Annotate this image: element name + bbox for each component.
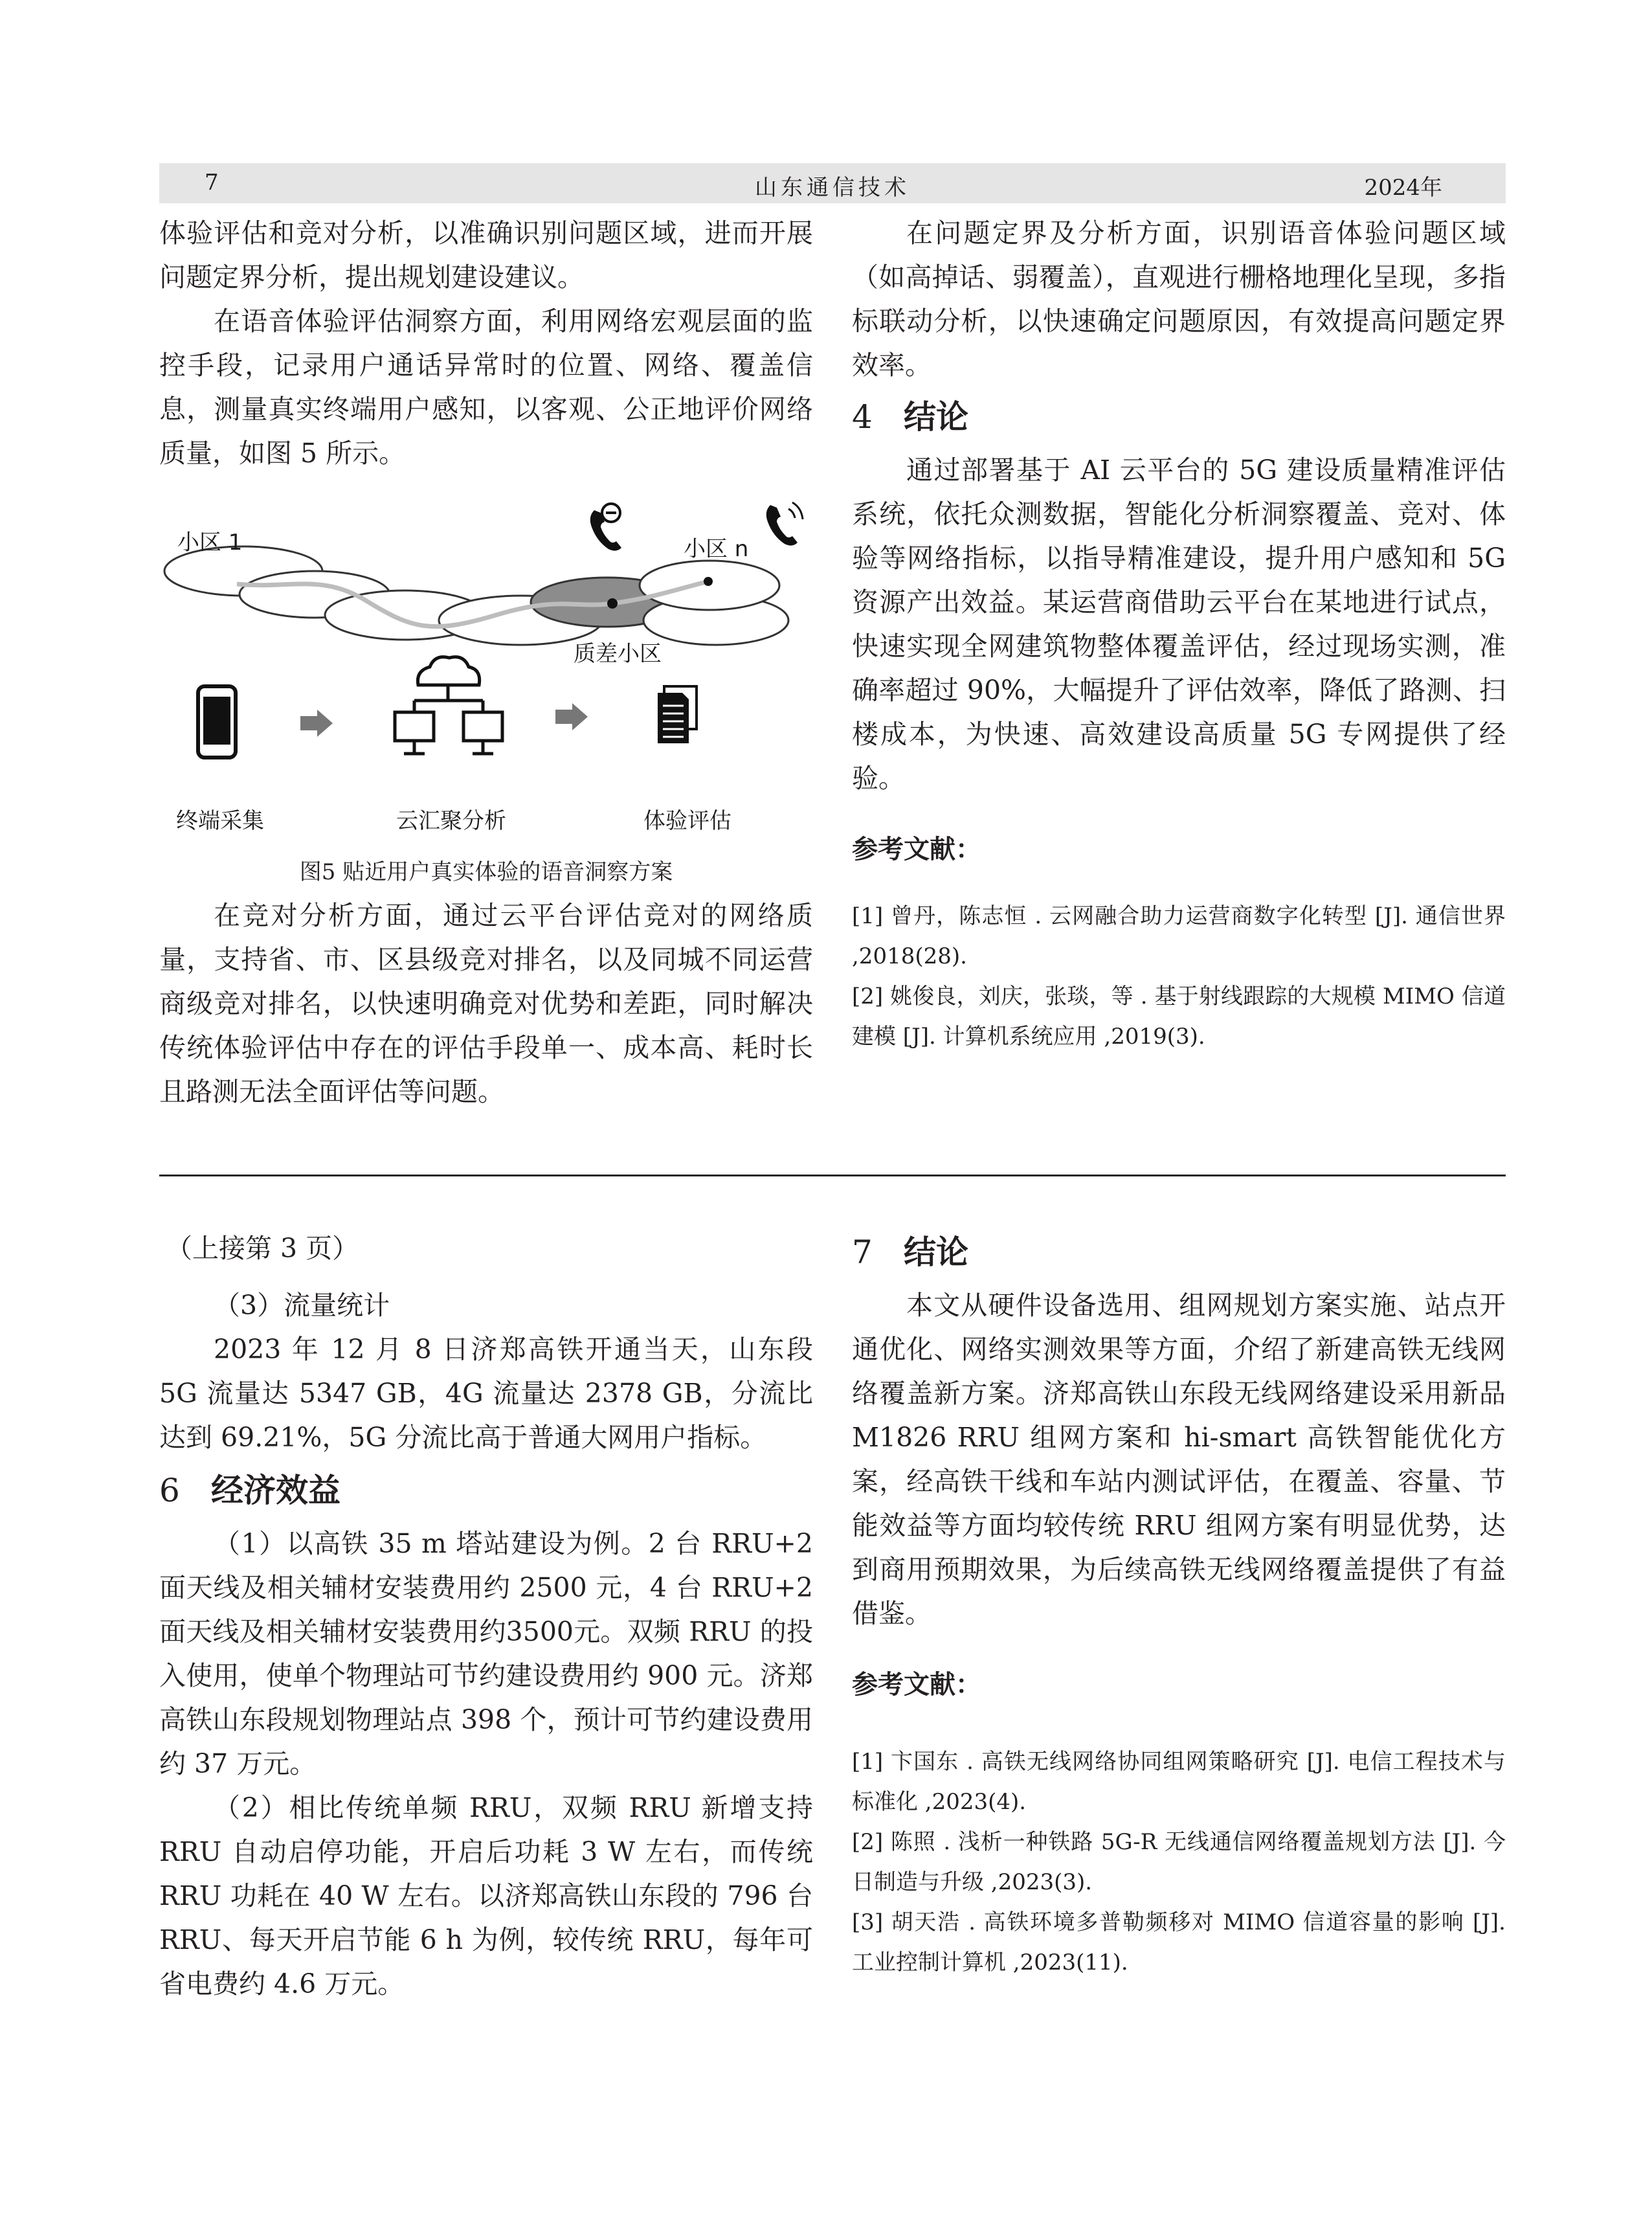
section-heading-6 — [159, 1465, 813, 1516]
paragraph: 本文从硬件设备选用、组网规划方案实施、站点开通优化、网络实测效果等方面，介绍了新建高铁无线网络覆盖新方案。济郑高铁山东段无线网络建设采用新品 M1826 RRU 组网方案和 hi-smart 高铁智能优化方案，经高铁干线和车站内测试评估，在覆盖、容量、节能效益等方面均较传统 RRU 组网方案有明显优势，达到商用预期效果，为后续高铁无线网络覆盖提供了有益借鉴。 — [852, 1290, 1506, 1629]
bad-cell-label: 质差小区 — [574, 641, 662, 667]
step-cloud-analysis: 云汇聚分析 — [396, 808, 506, 834]
journal-name: 山东通信技术 — [755, 175, 910, 201]
paragraph: 在竞对分析方面，通过云平台评估竞对的网络质量，支持省、市、区县级竞对排名，以及同城不同运营商级竞对排名，以快速明确竞对优势和差距，同时解决传统体验评估中存在的评估手段单一、成本高、耗时长且路测无法全面评估等问题。 — [159, 900, 813, 1107]
smartphone-icon — [198, 686, 236, 758]
section-number: 6 — [159, 1472, 180, 1509]
section-title: 结论 — [904, 1233, 968, 1271]
paragraph: （2）相比传统单频 RRU，双频 RRU 新增支持 RRU 自动启停功能，开启后功耗 3 W 左右，而传统 RRU 功耗在 40 W 左右。以济郑高铁山东段的 796 台 RRU、每天开启节能 6 h 为例，较传统 RRU，每年可省电费约 4.6 万元。 — [159, 1792, 813, 1999]
section-heading-4 — [852, 391, 1506, 443]
figure-voice-insight — [159, 499, 813, 861]
paragraph: 通过部署基于 AI 云平台的 5G 建设质量精准评估系统，依托众测数据，智能化分析洞察覆盖、竞对、体验等网络指标，以指导精准建设，提升用户感知和 5G 资源产出效益。某运营商借助云平台在某地进行试点，快速实现全网建筑物整体覆盖评估，经过现场实测，准确率超过 90%，大幅提升了评估效率，降低了路测、扫楼成本，为快速、高效建设高质量 5G 专网提供了经验。 — [852, 455, 1506, 794]
step-terminal-collection: 终端采集 — [176, 808, 264, 834]
cell-1-label: 小区 1 — [177, 530, 243, 556]
references-list — [852, 896, 1506, 1057]
phone-call-icon — [766, 502, 803, 546]
arrow-right-icon — [555, 703, 588, 730]
section-heading-7 — [852, 1226, 1506, 1278]
references-title: 参考文献： — [852, 1670, 981, 1700]
paragraph: （1）以高铁 35 m 塔站建设为例。2 台 RRU+2 面天线及相关辅材安装费用约 2500 元，4 台 RRU+2 面天线及相关辅材安装费用约3500元。双频 RRU 的投入使用，使单个物理站可节约建设费用约 900 元。济郑高铁山东段规划物理站点 398 个，预计可节约建设费用约 37 万元。 — [159, 1528, 813, 1779]
upper-left-after-figure — [159, 894, 813, 1114]
call-drop-icon — [590, 504, 621, 551]
issue-year: 2024年 — [1364, 175, 1442, 201]
upper-left-column — [159, 211, 813, 475]
references-title: 参考文献： — [852, 835, 981, 864]
continued-note: （上接第 3 页） — [166, 1233, 359, 1264]
section-number: 4 — [852, 398, 873, 436]
reference-item: [2] 陈照 . 浅析一种铁路 5G-R 无线通信网络覆盖规划方法 [J]. 今日制造与升级 ,2023(3). — [852, 1829, 1506, 1895]
cell-n-label: 小区 n — [684, 536, 749, 562]
arrow-right-icon — [300, 710, 333, 737]
paragraph: 在问题定界及分析方面，识别语音体验问题区域（如高掉话、弱覆盖），直观进行栅格地理化呈现，多指标联动分析，以快速确定问题原因，有效提高问题定界效率。 — [852, 218, 1506, 381]
subheading: （3）流量统计 — [214, 1290, 390, 1321]
lower-right-column — [852, 1226, 1506, 1983]
upper-right-column — [852, 211, 1506, 1057]
cloud-network-icon — [395, 657, 502, 754]
lower-left-column — [159, 1226, 813, 2006]
page-header — [159, 163, 1506, 203]
section-divider — [159, 1175, 1506, 1176]
page-number: 7 — [205, 170, 219, 196]
reference-item: [2] 姚俊良，刘庆，张琰，等 . 基于射线跟踪的大规模 MIMO 信道建模 [J]. 计算机系统应用 ,2019(3). — [852, 984, 1506, 1050]
references-list — [852, 1742, 1506, 1983]
reference-item: [3] 胡天浩 . 高铁环境多普勒频移对 MIMO 信道容量的影响 [J]. 工业控制计算机 ,2023(11). — [852, 1909, 1506, 1975]
step-experience-evaluation: 体验评估 — [643, 808, 731, 834]
paragraph: 2023 年 12 月 8 日济郑高铁开通当天，山东段 5G 流量达 5347 GB，4G 流量达 2378 GB，分流比达到 69.21%，5G 分流比高于普通大网用户指标。 — [159, 1334, 813, 1453]
reference-item: [1] 曾丹，陈志恒 . 云网融合助力运营商数字化转型 [J]. 通信世界 ,2018(28). — [852, 903, 1506, 969]
section-title: 经济效益 — [211, 1472, 340, 1509]
section-number: 7 — [852, 1233, 873, 1271]
document-icon — [658, 686, 697, 743]
paragraph: 在语音体验评估洞察方面，利用网络宏观层面的监控手段，记录用户通话异常时的位置、网络、覆盖信息，测量真实终端用户感知，以客观、公正地评价网络质量，如图 5 所示。 — [159, 306, 813, 469]
figure-caption: 图5 贴近用户真实体验的语音洞察方案 — [299, 859, 673, 885]
section-title: 结论 — [904, 398, 968, 436]
paragraph: 体验评估和竞对分析，以准确识别问题区域，进而开展问题定界分析，提出规划建设建议。 — [159, 218, 813, 293]
reference-item: [1] 卞国东 . 高铁无线网络协同组网策略研究 [J]. 电信工程技术与标准化 ,2023(4). — [852, 1749, 1506, 1815]
